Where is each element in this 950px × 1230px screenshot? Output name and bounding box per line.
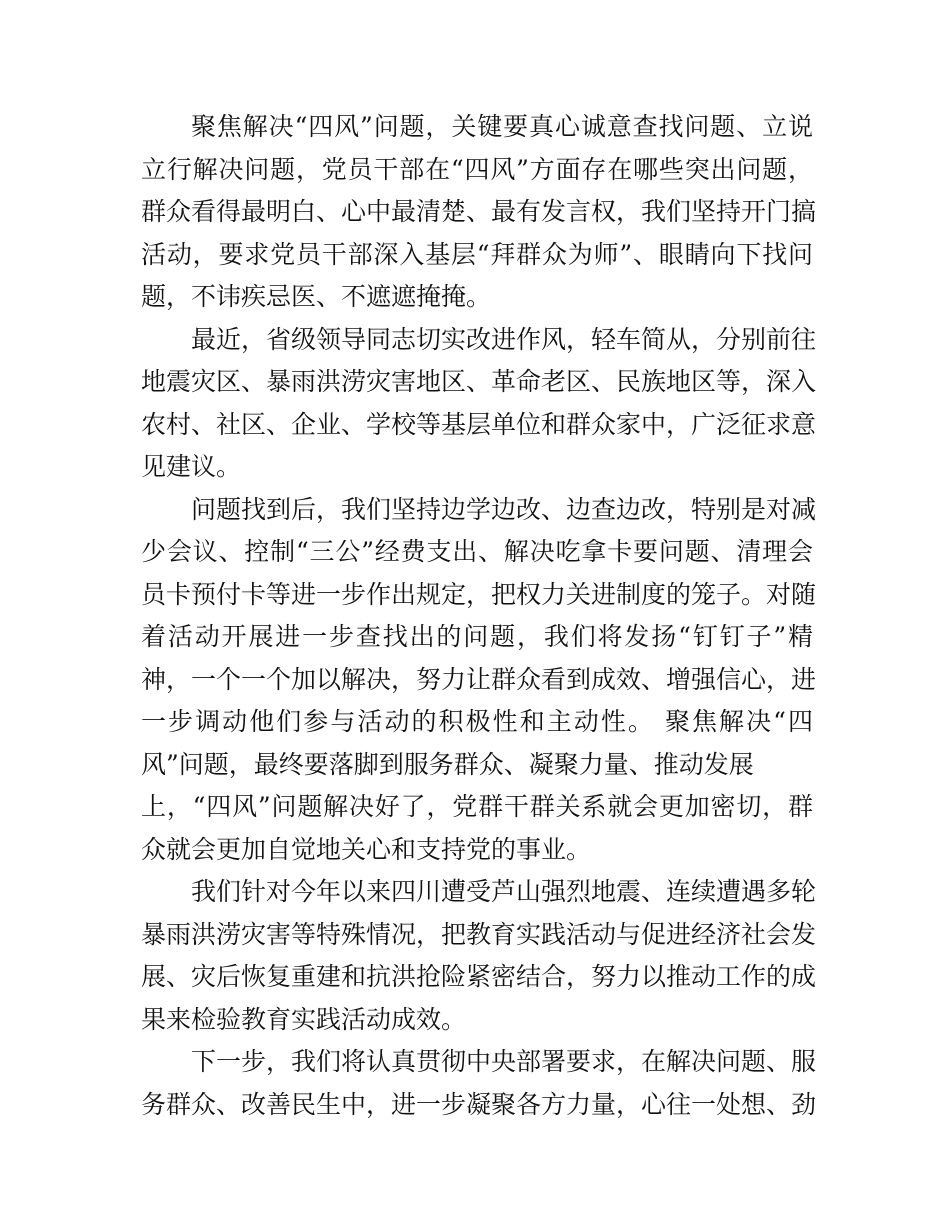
text-line: 立行解决问题，党员干部在“四风”方面存在哪些突出问题， (141, 154, 813, 184)
text-line: 神，一个一个加以解决，努力让群众看到成效、增强信心，进 (141, 664, 817, 694)
text-line: 少会议、控制“三公”经费支出、解决吃拿卡要问题、清理会 (141, 537, 813, 566)
document-body (141, 106, 817, 1126)
text-line: 务群众、改善民生中，进一步凝聚各方力量，心往一处想、劲 (141, 1089, 817, 1119)
text-line: 员卡预付卡等进一步作出规定，把权力关进制度的笼子。对随 (141, 579, 817, 609)
text-line: 见建议。 (141, 452, 242, 481)
text-line: 暴雨洪涝灾害等特殊情况，把教育实践活动与促进经济社会发 (141, 919, 817, 949)
text-line: 展、灾后恢复重建和抗洪抢险紧密结合，努力以推动工作的成 (141, 962, 817, 991)
text-line: 一步调动他们参与活动的积极性和主动性。 聚焦解决“四 (141, 707, 813, 736)
paragraph-2 (141, 319, 817, 489)
text-line: 众就会更加自觉地关心和支持党的事业。 (141, 834, 592, 864)
text-line: 果来检验教育实践活动成效。 (141, 1004, 467, 1034)
text-line: 农村、社区、企业、学校等基层单位和群众家中，广泛征求意 (141, 409, 817, 439)
paragraph-4 (141, 871, 817, 1041)
paragraph-5 (141, 1041, 817, 1126)
text-line: 题，不讳疾忌医、不遮遮掩掩。 (141, 282, 492, 311)
paragraph-1 (141, 106, 817, 319)
text-line: 上，“四风”问题解决好了，党群干群关系就会更加密切，群 (141, 792, 813, 821)
text-line: 活动，要求党员干部深入基层“拜群众为师”、眼睛向下找问 (141, 239, 813, 269)
text-line: 最近，省级领导同志切实改进作风，轻车简从，分别前往 (191, 324, 817, 354)
text-line: 聚焦解决“四风”问题，关键要真心诚意查找问题、立说 (191, 112, 813, 141)
text-line: 着活动开展进一步查找出的问题，我们将发扬“钉钉子”精 (141, 622, 813, 651)
text-line: 问题找到后，我们坚持边学边改、边查边改，特别是对减 (191, 494, 817, 524)
text-line: 群众看得最明白、心中最清楚、最有发言权，我们坚持开门搞 (141, 197, 817, 226)
text-line: 我们针对今年以来四川遭受芦山强烈地震、连续遭遇多轮 (191, 877, 817, 906)
text-line: 下一步，我们将认真贯彻中央部署要求，在解决问题、服 (191, 1047, 817, 1076)
text-line: 地震灾区、暴雨洪涝灾害地区、革命老区、民族地区等，深入 (141, 367, 817, 396)
text-line: 风”问题，最终要落脚到服务群众、凝聚力量、推动发展 (141, 749, 754, 779)
paragraph-3 (141, 489, 817, 872)
